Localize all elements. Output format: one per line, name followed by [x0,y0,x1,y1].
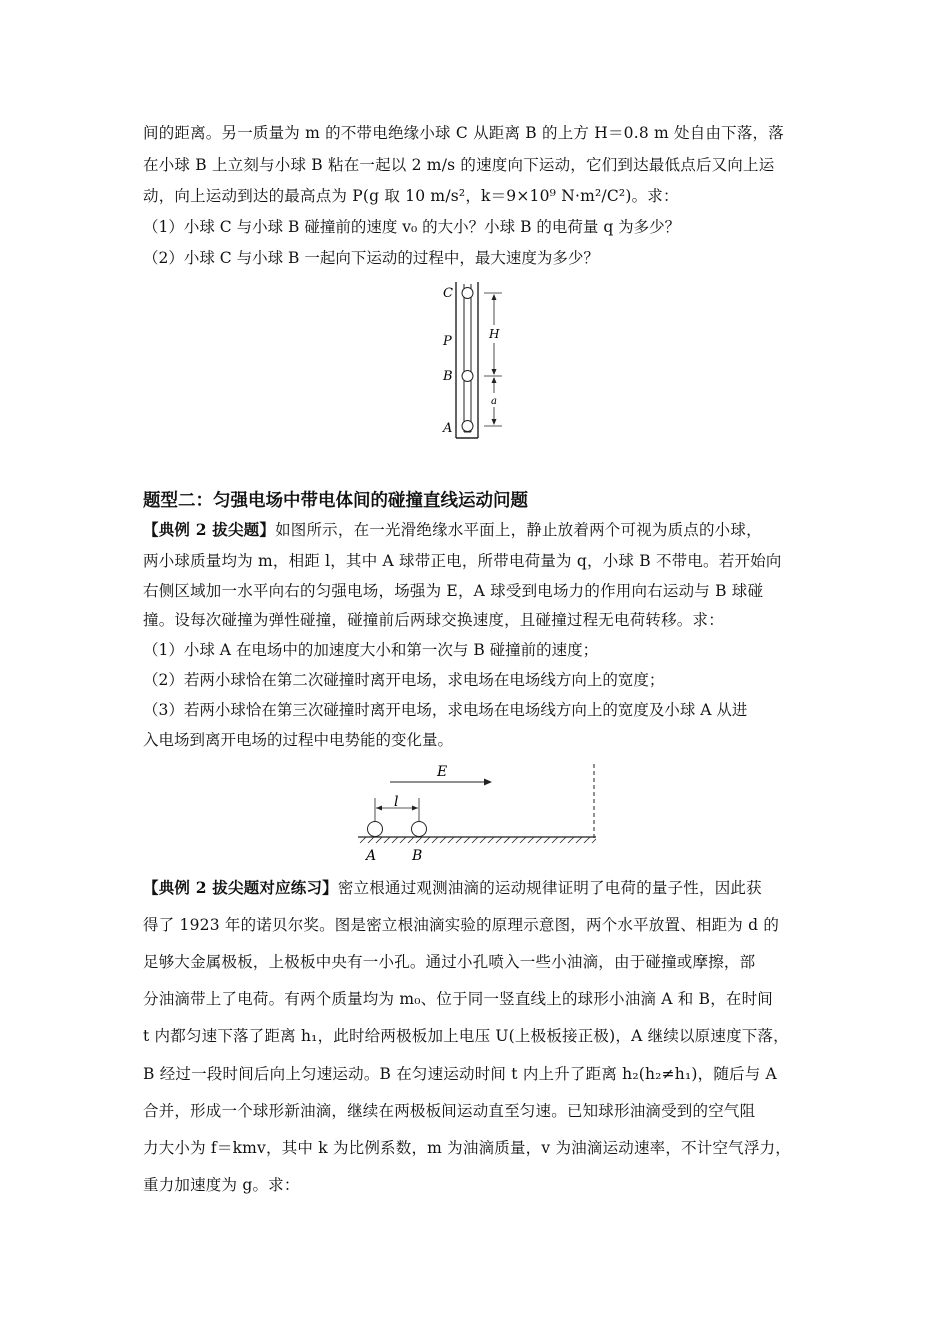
paragraph-line: 力大小为 f＝kmv，其中 k 为比例系数，m 为油滴质量，v 为油滴运动速率，不计空气浮力， [143,1139,791,1157]
question-2: （2）若两小球恰在第二次碰撞时离开电场，求电场在电场线方向上的宽度； [143,671,665,689]
tube-figure [436,280,516,445]
question-2: （2）小球 C 与小球 B 一起向下运动的过程中，最大速度为多少？ [143,249,599,267]
label-a: A [443,421,453,436]
question-3: （3）若两小球恰在第三次碰撞时离开电场，求电场在电场线方向上的宽度及小球 A 从进 [143,701,748,719]
ground-hatching [360,837,596,843]
question-3-continued: 入电场到离开电场的过程中电势能的变化量。 [143,731,454,749]
paragraph-line: t 内都匀速下落了距离 h₁，此时给两极板加上电压 U(上极板接正极)，A 继续以原速度下落， [143,1027,789,1045]
label-b: B [443,369,453,384]
paragraph-line: 分油滴带上了电荷。有两个质量均为 m₀、位于同一竖直线上的球形小油滴 A 和 B，在时间 [143,990,774,1008]
label-p: P [443,334,452,349]
ball-a [462,421,473,432]
ball-b [412,822,427,837]
example-tag: 【典例 2 拔尖题】 [143,520,276,539]
label-a-dist: a [491,396,497,407]
question-1: （1）小球 A 在电场中的加速度大小和第一次与 B 碰撞前的速度； [143,641,599,659]
example-tag: 【典例 2 拔尖题对应练习】 [143,878,338,897]
paragraph-text: 如图所示，在一光滑绝缘水平面上，静止放着两个可视为质点的小球， [275,521,762,539]
paragraph-line: 动，向上运动到达的最高点为 P(g 取 10 m/s²，k＝9×10⁹ N·m²/C²)。求： [143,187,679,205]
paragraph-line: 合并，形成一个球形新油滴，继续在两极板间运动直至匀速。已知球形油滴受到的空气阻 [143,1102,756,1120]
paragraph-line: 间的距离。另一质量为 m 的不带电绝缘小球 C 从距离 B 的上方 H＝0.8 m 处自由下落，落 [143,124,784,142]
paragraph-text: 密立根通过观测油滴的运动规律证明了电荷的量子性，因此获 [337,879,762,897]
label-a: A [366,848,377,864]
ball-c [462,288,473,299]
ball-b [462,371,473,382]
ball-a [368,822,383,837]
paragraph-line: 在小球 B 上立刻与小球 B 粘在一起以 2 m/s 的速度向下运动，它们到达最低点后又向上运 [143,156,775,174]
paragraph-line [143,873,811,903]
section-heading: 题型二：匀强电场中带电体间的碰撞直线运动问题 [143,491,528,511]
paragraph-line: 重力加速度为 g。求： [143,1176,300,1194]
question-1: （1）小球 C 与小球 B 碰撞前的速度 v₀ 的大小？小球 B 的电荷量 q 为多少？ [143,218,681,236]
paragraph-line: 右侧区域加一水平向右的匀强电场，场强为 E，A 球受到电场力的作用向右运动与 B 球碰 [143,582,764,600]
field-figure [350,760,610,865]
paragraph-line [143,515,811,545]
paragraph-line: 足够大金属极板，上极板中央有一小孔。通过小孔喷入一些小油滴，由于碰撞或摩擦，部 [143,953,756,971]
label-h: H [489,327,500,341]
paragraph-line: 撞。设每次碰撞为弹性碰撞，碰撞前后两球交换速度，且碰撞过程无电荷转移。求： [143,611,724,629]
label-e: E [437,764,448,780]
paragraph-line: 得了 1923 年的诺贝尔奖。图是密立根油滴实验的原理示意图，两个水平放置、相距为 d 的 [143,916,780,934]
label-c: C [443,286,453,301]
paragraph-line: 两小球质量均为 m，相距 l，其中 A 球带正电，所带电荷量为 q，小球 B 不带电。若开始向 [143,552,782,570]
paragraph-line: B 经过一段时间后向上匀速运动。B 在匀速运动时间 t 内上升了距离 h₂(h₂≠h₁)，随后与 A [143,1065,777,1083]
label-l: l [394,794,399,810]
label-b: B [412,848,423,864]
